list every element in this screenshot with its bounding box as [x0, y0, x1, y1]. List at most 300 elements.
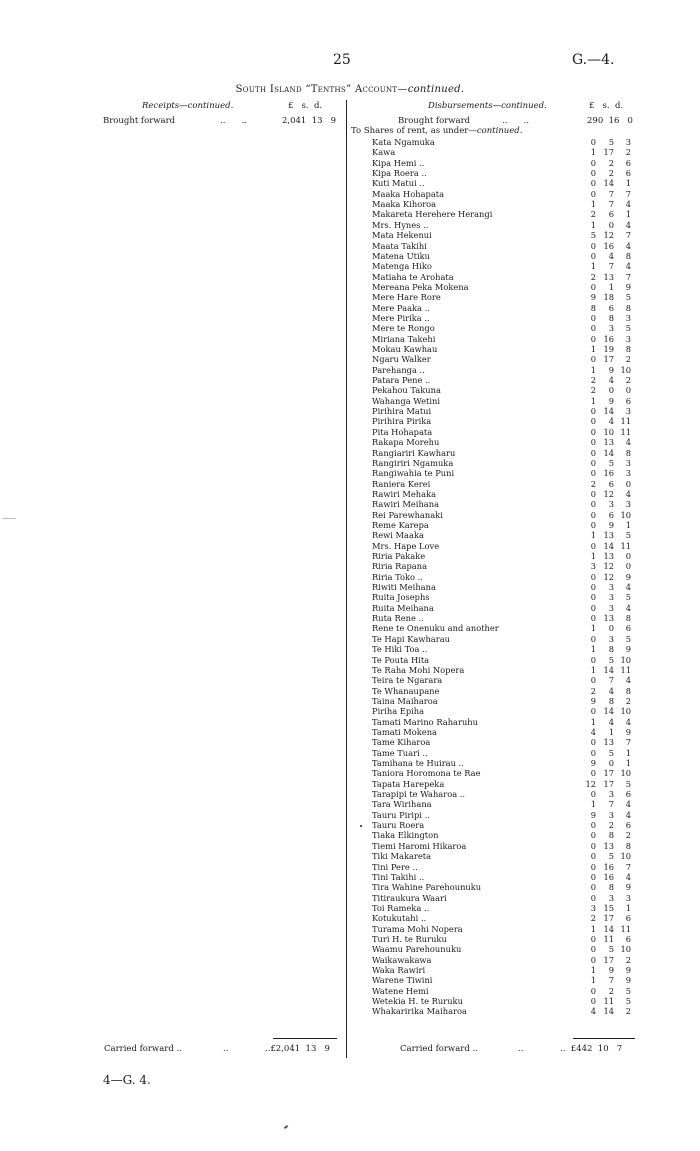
- amount-pence: 6: [625, 933, 631, 944]
- amount-pounds: 9: [590, 292, 596, 303]
- receipts-brought-forward-leader: .. ..: [220, 116, 248, 126]
- amount-pence: 4: [625, 716, 631, 727]
- amount-pounds: 0: [590, 406, 596, 417]
- payee-name: Rewi Maaka: [372, 530, 424, 541]
- table-row: [0, 209, 700, 219]
- payee-name: Rene te Onenuku and another: [372, 623, 499, 634]
- amount-pence: 5: [625, 592, 631, 603]
- payee-name: Kuti Matui ..: [372, 178, 425, 189]
- amount-shillings: 14: [603, 706, 614, 717]
- amount-pounds: 0: [590, 747, 596, 758]
- table-row: [0, 282, 700, 292]
- table-row: [0, 510, 700, 520]
- table-row: [0, 996, 700, 1006]
- payee-name: Te Hapi Kawharau: [372, 633, 451, 644]
- table-row: [0, 862, 700, 872]
- payee-name: Waka Rawiri: [372, 965, 426, 975]
- table-row: [0, 499, 700, 509]
- payee-name: Rei Parewhanaki: [372, 509, 443, 520]
- amount-pence: 8: [625, 447, 631, 458]
- table-row: [0, 893, 700, 903]
- amount-shillings: 8: [608, 312, 614, 323]
- amount-pence: 4: [625, 799, 631, 810]
- amount-shillings: 5: [608, 851, 614, 862]
- payee-name: Mrs. Hynes ..: [372, 219, 429, 230]
- table-row: [0, 655, 700, 665]
- table-row: [0, 675, 700, 685]
- amount-pounds: 3: [590, 902, 596, 913]
- amount-shillings: 5: [608, 457, 614, 468]
- table-row: [0, 882, 700, 892]
- payee-name: Riria Rapana: [372, 561, 428, 572]
- table-row: [0, 737, 700, 747]
- amount-pounds: 1: [590, 530, 596, 541]
- amount-pence: 2: [625, 954, 631, 965]
- amount-shillings: 4: [608, 716, 614, 727]
- amount-pounds: 1: [590, 364, 596, 375]
- amount-pounds: 1: [590, 975, 596, 986]
- table-row: [0, 665, 700, 675]
- table-row: [0, 354, 700, 364]
- table-row: [0, 830, 700, 840]
- payee-name: Mere Paaka ..: [372, 302, 430, 313]
- amount-pounds: 9: [590, 758, 596, 768]
- amount-pounds: 0: [590, 633, 596, 644]
- amount-shillings: 2: [608, 820, 614, 831]
- amount-shillings: 0: [608, 758, 614, 768]
- amount-pence: 6: [625, 395, 631, 406]
- disbursements-brought-forward-amount: 290 16 0: [587, 116, 633, 126]
- disbursements-brought-forward-leader: .. ..: [502, 116, 530, 126]
- amount-pence: 2: [625, 147, 631, 158]
- table-row: [0, 323, 700, 333]
- amount-pounds: 3: [590, 561, 596, 572]
- amount-pounds: 0: [590, 519, 596, 530]
- amount-pounds: 4: [590, 726, 596, 737]
- payee-name: Waikawakawa: [372, 954, 432, 965]
- amount-shillings: 12: [603, 561, 614, 572]
- payee-name: Toi Rameka ..: [372, 902, 430, 913]
- amount-shillings: 16: [603, 240, 614, 251]
- amount-pence: 9: [625, 644, 631, 655]
- amount-shillings: 1: [608, 726, 614, 737]
- amount-pounds: 0: [590, 437, 596, 448]
- amount-shillings: 3: [608, 323, 614, 334]
- amount-pence: 4: [625, 675, 631, 686]
- amount-shillings: 11: [603, 996, 614, 1007]
- amount-pence: 10: [620, 944, 631, 955]
- payee-name: Te Whanaupane: [372, 685, 440, 696]
- table-row: [0, 220, 700, 230]
- table-row: [0, 541, 700, 551]
- amount-pence: 3: [625, 499, 631, 510]
- disbursements-brought-forward-label: Brought forward: [398, 116, 471, 126]
- amount-pounds: 0: [590, 851, 596, 862]
- amount-pounds: 2: [590, 478, 596, 489]
- amount-shillings: 17: [603, 954, 614, 965]
- payee-name: Tame Kiharoa: [372, 737, 431, 748]
- title-quoted: “Tenths”: [305, 84, 352, 95]
- amount-shillings: 10: [603, 426, 614, 437]
- payee-name: Rakapa Morehu: [372, 437, 440, 448]
- amount-pounds: 2: [590, 375, 596, 386]
- table-row: [0, 334, 700, 344]
- amount-pence: 9: [625, 281, 631, 292]
- amount-shillings: 8: [608, 830, 614, 841]
- amount-pence: 4: [625, 809, 631, 820]
- table-row: [0, 489, 700, 499]
- amount-pence: 1: [625, 747, 631, 758]
- table-row: [0, 789, 700, 799]
- payee-name: Ruita Meihana: [372, 602, 434, 613]
- payee-name: Maata Takihi: [372, 240, 427, 251]
- payee-name: Kawa: [372, 147, 396, 158]
- amount-shillings: 5: [608, 654, 614, 665]
- payee-name: Taniora Horomona te Rae: [372, 768, 481, 779]
- payee-name: Riwiti Meihana: [372, 582, 436, 593]
- amount-shillings: 1: [608, 281, 614, 292]
- amount-pounds: 1: [590, 923, 596, 934]
- table-row: [0, 344, 700, 354]
- amount-pounds: 0: [590, 571, 596, 582]
- payee-name: Kipa Roera ..: [372, 168, 427, 179]
- amount-shillings: 13: [603, 551, 614, 561]
- table-row: [0, 303, 700, 313]
- amount-shillings: 7: [608, 675, 614, 686]
- scan-mark: [360, 825, 362, 827]
- amount-pounds: 5: [590, 230, 596, 241]
- table-row: [0, 644, 700, 654]
- amount-pence: 6: [625, 157, 631, 168]
- amount-shillings: 2: [608, 157, 614, 168]
- title-prefix: South Island: [235, 84, 302, 95]
- amount-shillings: 4: [608, 250, 614, 261]
- table-row: [0, 448, 700, 458]
- amount-pence: 0: [625, 561, 631, 572]
- amount-pounds: 0: [590, 416, 596, 427]
- amount-pence: 0: [625, 478, 631, 489]
- table-row: [0, 137, 700, 147]
- payee-name: Tara Wirihana: [372, 799, 432, 810]
- table-row: [0, 975, 700, 985]
- title-word: Account: [354, 84, 398, 95]
- footer-code: 4—G. 4.: [103, 1073, 151, 1087]
- payee-name: Mere Hare Rore: [372, 292, 441, 303]
- amount-pence: 8: [625, 613, 631, 624]
- table-row: [0, 292, 700, 302]
- amount-pounds: 0: [590, 582, 596, 593]
- payee-name: Pita Hohapata: [372, 426, 433, 437]
- amount-shillings: 13: [603, 613, 614, 624]
- payee-name: Ruta Rene ..: [372, 613, 424, 624]
- payee-name: Te Pouta Hita: [372, 654, 430, 665]
- payee-name: Ngaru Walker: [372, 354, 431, 365]
- amount-pence: 6: [625, 168, 631, 179]
- amount-pence: 1: [625, 902, 631, 913]
- amount-pounds: 0: [590, 675, 596, 686]
- table-row: [0, 851, 700, 861]
- amount-pounds: 0: [590, 312, 596, 323]
- payee-name: Turi H. te Ruruku: [372, 933, 447, 944]
- receipts-total-rule: [273, 1038, 337, 1039]
- amount-shillings: 8: [608, 644, 614, 655]
- amount-pence: 5: [625, 292, 631, 303]
- payee-name: Tamati Marino Raharuhu: [372, 716, 478, 727]
- payee-name: Tame Tuari ..: [372, 747, 428, 758]
- table-row: [0, 385, 700, 395]
- amount-pence: 10: [620, 364, 631, 375]
- amount-pounds: 0: [590, 240, 596, 251]
- amount-pence: 11: [620, 426, 631, 437]
- table-row: [0, 189, 700, 199]
- amount-pence: 0: [625, 551, 631, 561]
- amount-shillings: 13: [603, 840, 614, 851]
- amount-shillings: 2: [608, 985, 614, 996]
- receipts-carried-forward-amount: ..£2,041 13 9: [265, 1044, 330, 1054]
- payee-name: Matena Utiku: [372, 250, 430, 261]
- table-row: [0, 872, 700, 882]
- amount-shillings: 0: [608, 219, 614, 230]
- payee-name: Mere te Rongo: [372, 323, 435, 334]
- amount-pence: 4: [625, 488, 631, 499]
- amount-pence: 10: [620, 851, 631, 862]
- payee-name: Kotukutahi ..: [372, 913, 427, 924]
- amount-pence: 6: [625, 820, 631, 831]
- amount-pence: 4: [625, 219, 631, 230]
- amount-pence: 6: [625, 913, 631, 924]
- table-row: [0, 934, 700, 944]
- amount-pounds: 0: [590, 830, 596, 841]
- amount-pence: 4: [625, 582, 631, 593]
- table-row: [0, 820, 700, 830]
- table-row: [0, 572, 700, 582]
- amount-shillings: 3: [608, 633, 614, 644]
- amount-pence: 2: [625, 375, 631, 386]
- payee-name: Pekahou Takuna: [372, 385, 441, 396]
- table-row: [0, 365, 700, 375]
- amount-shillings: 3: [608, 602, 614, 613]
- amount-shillings: 17: [603, 147, 614, 158]
- amount-pounds: 0: [590, 468, 596, 479]
- amount-shillings: 4: [608, 685, 614, 696]
- amount-shillings: 9: [608, 395, 614, 406]
- disbursements-currency-header: £ s. d.: [589, 101, 624, 111]
- receipts-brought-forward-amount: 2,041 13 9: [282, 116, 337, 126]
- receipts-carried-forward-leader: ..: [223, 1044, 229, 1054]
- amount-pounds: 0: [590, 840, 596, 851]
- amount-pence: 7: [625, 271, 631, 282]
- disbursements-carried-forward-amount: .. £442 10 7: [560, 1044, 623, 1054]
- amount-shillings: 14: [603, 447, 614, 458]
- amount-pounds: 2: [590, 385, 596, 396]
- payee-name: Tamihana te Huirau ..: [372, 758, 464, 768]
- table-row: [0, 810, 700, 820]
- amount-pounds: 0: [590, 250, 596, 261]
- payee-name: Tarapipi te Waharoa ..: [372, 789, 466, 800]
- amount-shillings: 16: [603, 861, 614, 872]
- amount-shillings: 3: [608, 499, 614, 510]
- amount-pence: 7: [625, 188, 631, 199]
- page-title: [0, 84, 700, 95]
- amount-pounds: 0: [590, 789, 596, 800]
- amount-pounds: 2: [590, 913, 596, 924]
- amount-shillings: 3: [608, 592, 614, 603]
- amount-shillings: 17: [603, 913, 614, 924]
- amount-pounds: 9: [590, 695, 596, 706]
- table-row: [0, 313, 700, 323]
- amount-pounds: 0: [590, 447, 596, 458]
- payee-name: Piriha Epiha: [372, 706, 425, 717]
- amount-shillings: 4: [608, 416, 614, 427]
- table-row: [0, 603, 700, 613]
- amount-pence: 4: [625, 437, 631, 448]
- payee-name: Patara Pene ..: [372, 375, 431, 386]
- table-row: [0, 468, 700, 478]
- receipts-currency-header: £ s. d.: [288, 101, 323, 111]
- amount-pence: 8: [625, 250, 631, 261]
- payee-name: Rangiariri Kawharu: [372, 447, 456, 458]
- amount-shillings: 3: [608, 582, 614, 593]
- amount-pounds: 0: [590, 892, 596, 903]
- amount-pounds: 1: [590, 664, 596, 675]
- table-row: [0, 158, 700, 168]
- amount-pence: 3: [625, 468, 631, 479]
- payee-name: Wahanga Wetini: [372, 395, 441, 406]
- payee-name: Teira te Ngarara: [372, 675, 443, 686]
- payee-name: Matenga Hiko: [372, 261, 432, 272]
- amount-shillings: 7: [608, 188, 614, 199]
- payee-name: Maaka Hohapata: [372, 188, 445, 199]
- amount-shillings: 12: [603, 488, 614, 499]
- amount-pounds: 0: [590, 178, 596, 189]
- receipts-brought-forward-label: Brought forward: [103, 116, 176, 126]
- table-row: [0, 944, 700, 954]
- amount-pounds: 1: [590, 965, 596, 975]
- amount-pence: 9: [625, 965, 631, 975]
- title-suffix: —continued.: [397, 84, 465, 95]
- table-row: [0, 375, 700, 385]
- amount-pence: 2: [625, 830, 631, 841]
- payee-name: Ruita Josephs: [372, 592, 430, 603]
- payee-name: Raniera Kerei: [372, 478, 431, 489]
- amount-pounds: 12: [585, 778, 596, 789]
- table-row: [0, 903, 700, 913]
- amount-pence: 6: [625, 623, 631, 634]
- amount-pounds: 0: [590, 706, 596, 717]
- amount-pounds: 1: [590, 344, 596, 354]
- payee-name: Tauru Piripi ..: [372, 809, 430, 820]
- table-row: [0, 406, 700, 416]
- table-row: [0, 717, 700, 727]
- amount-pounds: 1: [590, 644, 596, 655]
- payee-name: Kata Ngamuka: [372, 137, 435, 147]
- amount-shillings: 13: [603, 530, 614, 541]
- amount-pounds: 0: [590, 592, 596, 603]
- amount-pence: 9: [625, 726, 631, 737]
- amount-shillings: 0: [608, 385, 614, 396]
- amount-pence: 11: [620, 664, 631, 675]
- amount-pence: 3: [625, 312, 631, 323]
- amount-shillings: 15: [603, 902, 614, 913]
- table-row: [0, 416, 700, 426]
- amount-pence: 7: [625, 230, 631, 241]
- table-row: [0, 748, 700, 758]
- amount-pounds: 2: [590, 209, 596, 220]
- table-row: [0, 613, 700, 623]
- amount-shillings: 9: [608, 965, 614, 975]
- amount-shillings: 9: [608, 364, 614, 375]
- payee-name: Pirihira Matui: [372, 406, 432, 417]
- payee-name: Tauru Roera: [372, 820, 425, 831]
- table-row: [0, 561, 700, 571]
- payee-name: Wetekia H. te Ruruku: [372, 996, 463, 1007]
- payee-name: Tiemi Haromi Hikaroa: [372, 840, 467, 851]
- disbursements-carried-forward-leader: ..: [518, 1044, 524, 1054]
- amount-pounds: 9: [590, 809, 596, 820]
- amount-pence: 7: [625, 737, 631, 748]
- amount-pence: 2: [625, 695, 631, 706]
- payee-name: Watene Hemi: [372, 985, 429, 996]
- amount-shillings: 12: [603, 230, 614, 241]
- table-row: [0, 768, 700, 778]
- amount-pounds: 0: [590, 737, 596, 748]
- amount-pounds: 0: [590, 985, 596, 996]
- amount-shillings: 3: [608, 809, 614, 820]
- table-row: [0, 147, 700, 157]
- amount-shillings: 8: [608, 695, 614, 706]
- table-row: [0, 924, 700, 934]
- amount-pence: 11: [620, 540, 631, 551]
- amount-shillings: 3: [608, 892, 614, 903]
- amount-shillings: 0: [608, 623, 614, 634]
- table-row: [0, 241, 700, 251]
- amount-pounds: 1: [590, 623, 596, 634]
- amount-pence: 8: [625, 840, 631, 851]
- payee-name: Waamu Parehounuku: [372, 944, 462, 955]
- amount-shillings: 6: [608, 302, 614, 313]
- amount-pounds: 1: [590, 261, 596, 272]
- amount-pence: 1: [625, 178, 631, 189]
- amount-shillings: 14: [603, 1006, 614, 1017]
- amount-pounds: 0: [590, 457, 596, 468]
- payee-name: Tamati Mokena: [372, 726, 437, 737]
- table-row: [0, 427, 700, 437]
- payee-name: Rangiriri Ngamuka: [372, 457, 454, 468]
- table-row: [0, 520, 700, 530]
- amount-pence: 9: [625, 975, 631, 986]
- amount-shillings: 17: [603, 354, 614, 365]
- payee-name: Kipa Hemi ..: [372, 157, 425, 168]
- table-row: [0, 458, 700, 468]
- amount-pounds: 0: [590, 509, 596, 520]
- amount-pence: 3: [625, 892, 631, 903]
- payee-name: Reme Karepa: [372, 519, 429, 530]
- disbursements-carried-forward-label: Carried forward ..: [400, 1044, 478, 1054]
- amount-pounds: 1: [590, 551, 596, 561]
- table-row: [0, 965, 700, 975]
- amount-pence: 3: [625, 457, 631, 468]
- payee-name: Riria Pakake: [372, 551, 426, 561]
- scan-mark: [284, 1125, 288, 1129]
- amount-shillings: 3: [608, 789, 614, 800]
- payee-name: Tapata Harepeka: [372, 778, 445, 789]
- amount-pence: 4: [625, 240, 631, 251]
- amount-pounds: 0: [590, 882, 596, 893]
- amount-pence: 1: [625, 209, 631, 220]
- amount-shillings: 17: [603, 768, 614, 779]
- payee-name: Rangiwahia te Puni: [372, 468, 455, 479]
- amount-pence: 5: [625, 323, 631, 334]
